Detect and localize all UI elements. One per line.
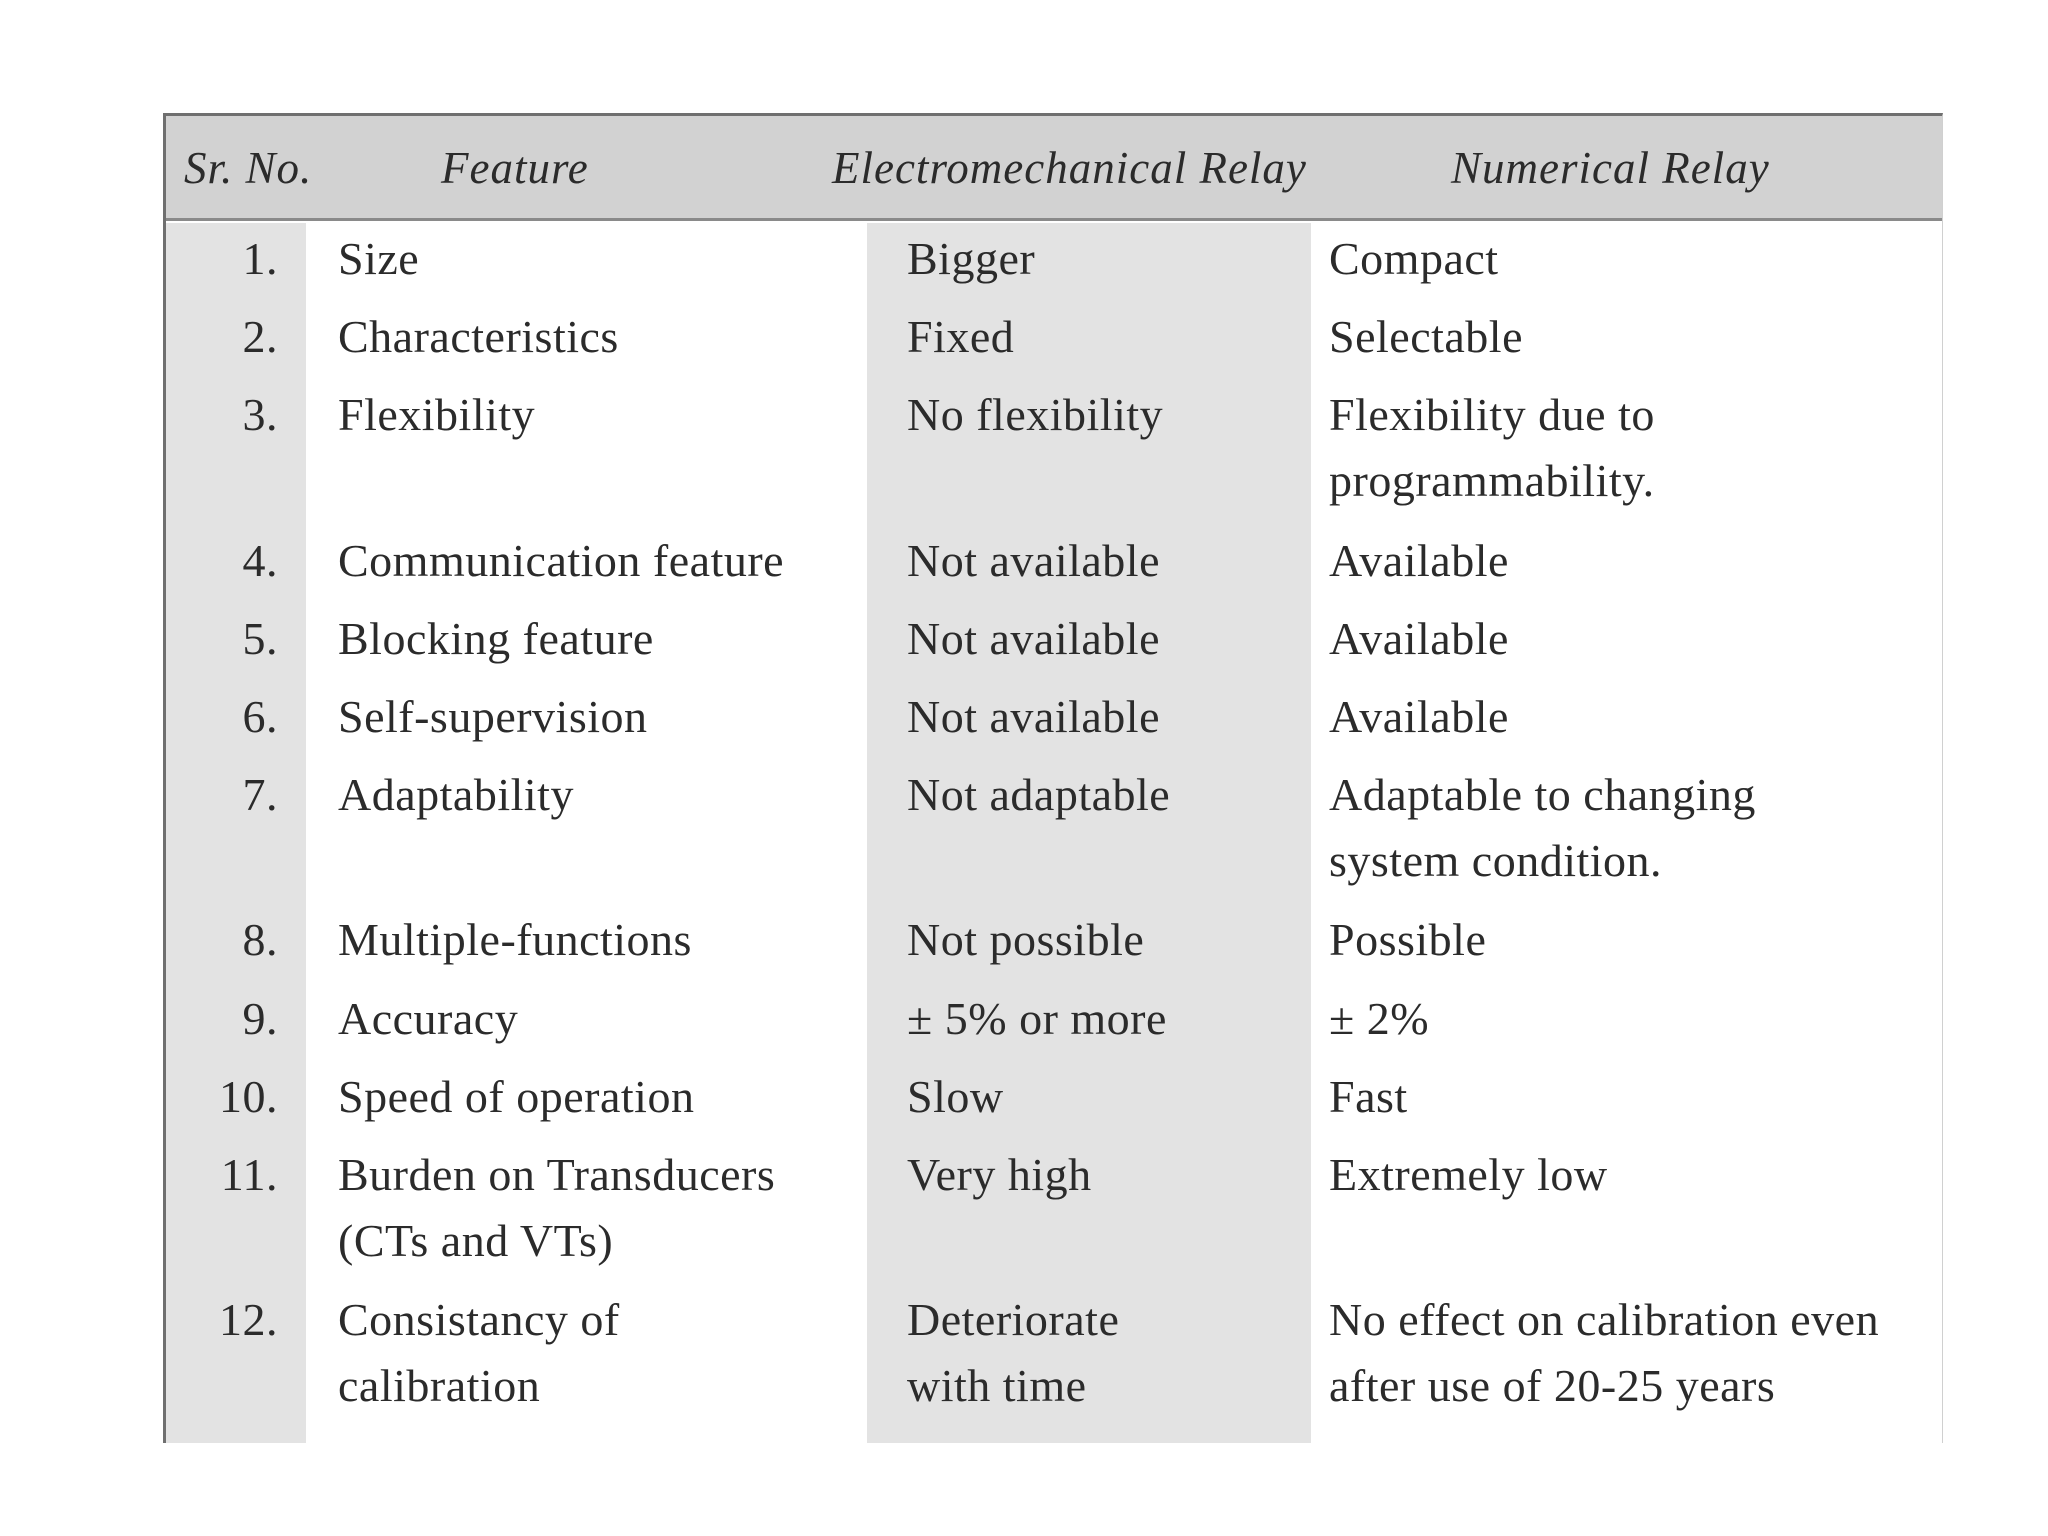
cell-numerical: Available xyxy=(1329,535,1509,586)
cell-numerical: No effect on calibration even xyxy=(1329,1294,1880,1345)
cell-feature: Size xyxy=(338,233,420,284)
table-header xyxy=(166,116,1942,221)
cell-electromechanical: Not adaptable xyxy=(907,769,1171,820)
cell-numerical: Flexibility due to xyxy=(1329,389,1655,440)
cell-sr-no: 9. xyxy=(242,993,278,1044)
header-electromechanical-relay: Electromechanical Relay xyxy=(832,143,1307,193)
cell-sr-no: 7. xyxy=(242,769,278,820)
cell-electromechanical: Not available xyxy=(907,691,1161,742)
cell-electromechanical: Not possible xyxy=(907,914,1145,965)
cell-feature: Blocking feature xyxy=(338,613,654,664)
cell-sr-no: 12. xyxy=(219,1294,278,1345)
cell-sr-no: 4. xyxy=(242,535,278,586)
cell-numerical: Selectable xyxy=(1329,311,1524,362)
cell-numerical: Available xyxy=(1329,613,1509,664)
cell-numerical: after use of 20-25 years xyxy=(1329,1360,1776,1411)
cell-feature: Characteristics xyxy=(338,311,619,362)
cell-electromechanical: No flexibility xyxy=(907,389,1164,440)
cell-feature: (CTs and VTs) xyxy=(338,1215,614,1266)
cell-numerical: system condition. xyxy=(1329,835,1663,886)
comparison-table xyxy=(163,113,1943,1443)
cell-numerical: Fast xyxy=(1329,1071,1408,1122)
cell-feature: Burden on Transducers xyxy=(338,1149,776,1200)
cell-sr-no: 8. xyxy=(242,914,278,965)
cell-numerical: Available xyxy=(1329,691,1509,742)
cell-sr-no: 6. xyxy=(242,691,278,742)
cell-electromechanical: Not available xyxy=(907,535,1161,586)
cell-sr-no: 2. xyxy=(242,311,278,362)
cell-electromechanical: Deteriorate xyxy=(907,1294,1120,1345)
cell-numerical: Compact xyxy=(1329,233,1499,284)
cell-numerical: Adaptable to changing xyxy=(1329,769,1756,820)
cell-feature: Speed of operation xyxy=(338,1071,695,1122)
cell-numerical: programmability. xyxy=(1329,455,1655,506)
header-sr-no: Sr. No. xyxy=(184,143,313,193)
header-numerical-relay: Numerical Relay xyxy=(1451,143,1770,193)
cell-sr-no: 1. xyxy=(242,233,278,284)
cell-electromechanical: Very high xyxy=(907,1149,1092,1200)
cell-sr-no: 5. xyxy=(242,613,278,664)
cell-feature: Adaptability xyxy=(338,769,574,820)
cell-sr-no: 11. xyxy=(220,1149,278,1200)
cell-electromechanical: with time xyxy=(907,1360,1087,1411)
cell-feature: Multiple-functions xyxy=(338,914,692,965)
cell-sr-no: 10. xyxy=(219,1071,278,1122)
cell-feature: Flexibility xyxy=(338,389,536,440)
cell-numerical: Possible xyxy=(1329,914,1487,965)
cell-numerical: ± 2% xyxy=(1329,993,1430,1044)
cell-feature: calibration xyxy=(338,1360,541,1411)
cell-numerical: Extremely low xyxy=(1329,1149,1608,1200)
cell-electromechanical: Not available xyxy=(907,613,1161,664)
cell-electromechanical: ± 5% or more xyxy=(907,993,1167,1044)
cell-feature: Self-supervision xyxy=(338,691,648,742)
cell-sr-no: 3. xyxy=(242,389,278,440)
cell-electromechanical: Fixed xyxy=(907,311,1015,362)
cell-feature: Communication feature xyxy=(338,535,785,586)
cell-feature: Accuracy xyxy=(338,993,519,1044)
cell-feature: Consistancy of xyxy=(338,1294,620,1345)
header-feature: Feature xyxy=(441,143,589,193)
cell-electromechanical: Slow xyxy=(907,1071,1004,1122)
cell-electromechanical: Bigger xyxy=(907,233,1036,284)
